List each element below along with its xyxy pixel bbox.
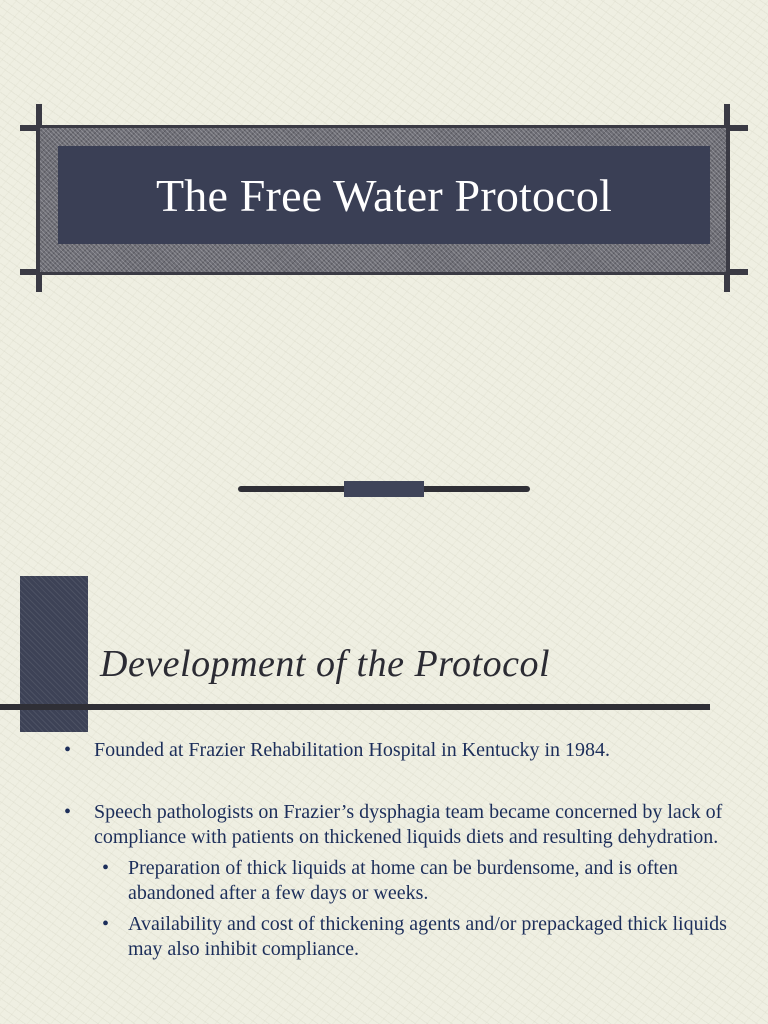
heading-rule — [0, 704, 710, 710]
bullet-text: Speech pathologists on Frazier’s dysphagia team became concerned by lack of compliance with patients on thickened liquids diets and resulting dehydration. — [94, 801, 723, 848]
content-slide — [0, 560, 768, 1024]
bullet-dot: • — [64, 801, 72, 823]
sub-bullet-text: Preparation of thick liquids at home can be burdensome, and is often abandoned after a few days or weeks. — [128, 857, 678, 904]
title-box — [58, 146, 710, 244]
bullet-dot: • — [64, 739, 72, 761]
bullet-dot: • — [102, 913, 110, 935]
sub-bullet-item — [60, 912, 750, 962]
slide-title: The Free Water Protocol — [155, 169, 613, 221]
slide-heading: Development of the Protocol — [100, 643, 551, 685]
sub-bullet-text: Availability and cost of thickening agents and/or prepackaged thick liquids may also inhibit compliance. — [128, 913, 727, 960]
bullet-item — [60, 738, 750, 763]
bullet-text: Founded at Frazier Rehabilitation Hospital in Kentucky in 1984. — [94, 739, 611, 761]
sub-bullet-item — [60, 856, 750, 906]
bullet-list — [60, 738, 750, 962]
divider-block — [344, 481, 424, 497]
bullet-item — [60, 800, 750, 850]
bullet-dot: • — [102, 857, 110, 879]
